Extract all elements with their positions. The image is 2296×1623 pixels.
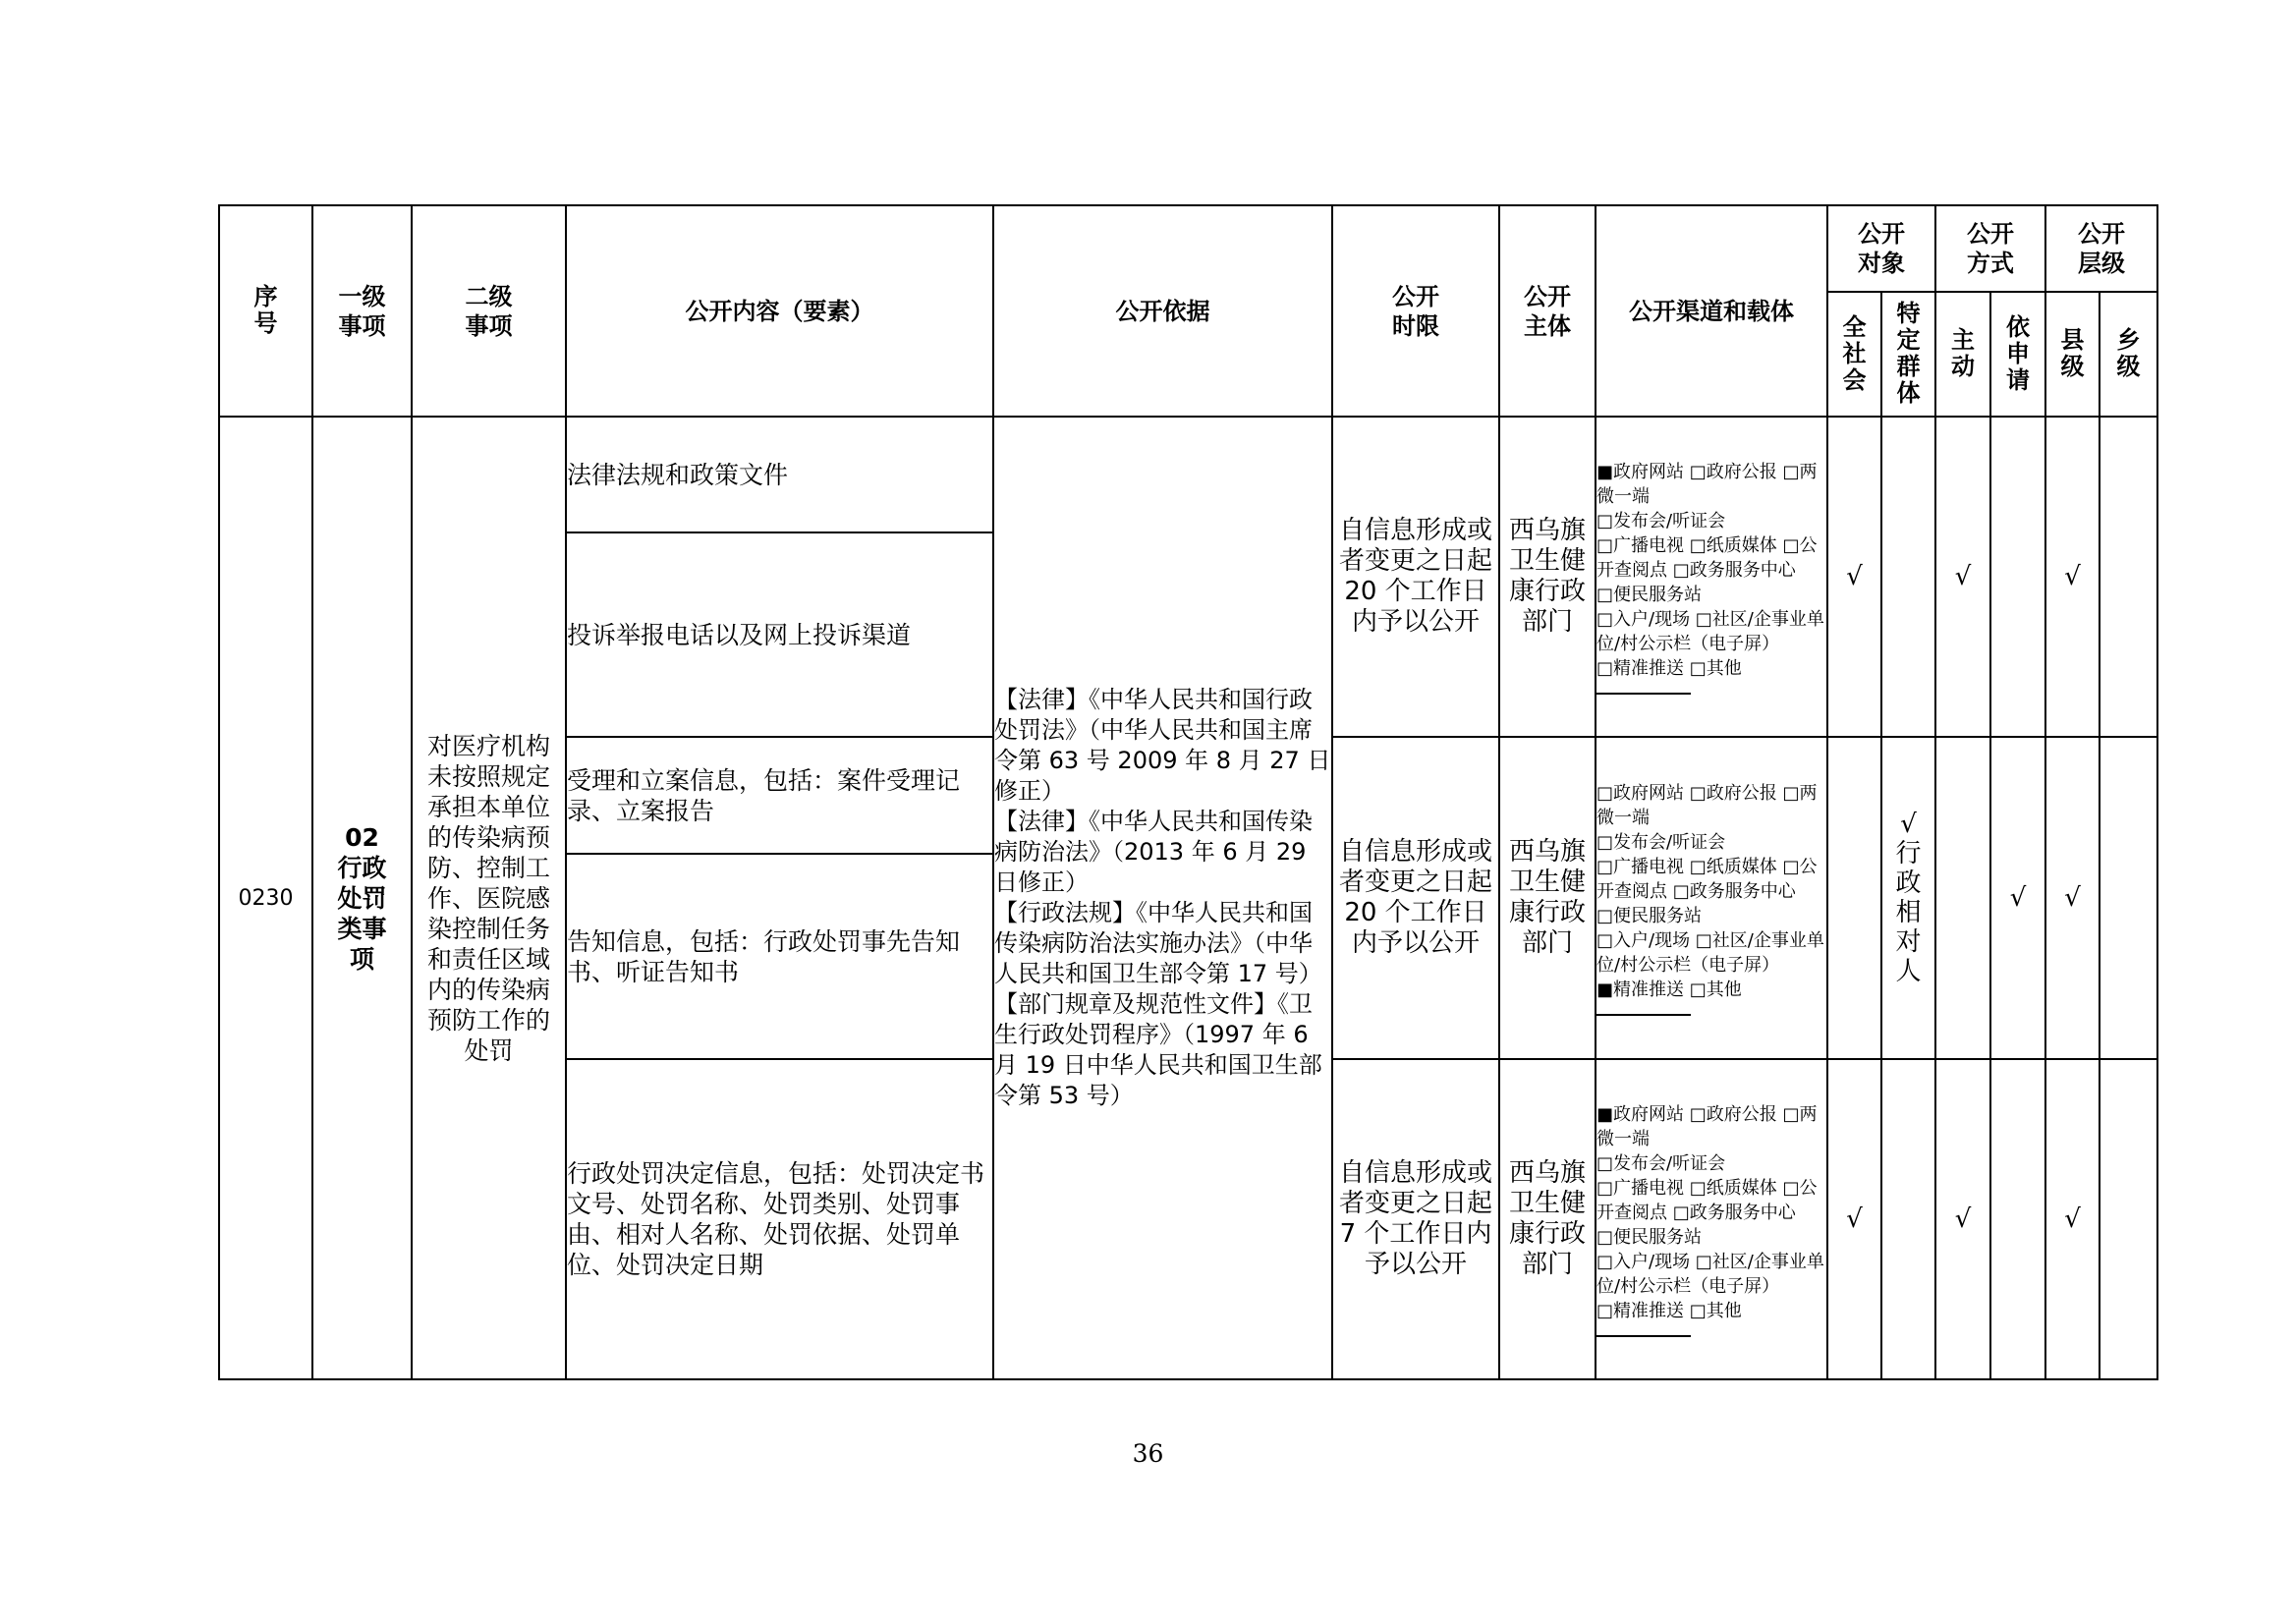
mark-method-active — [1935, 737, 1990, 1059]
header-level-township: 乡级 — [2100, 292, 2157, 417]
record-level1: 02 行政处罚类事项 — [312, 417, 412, 1379]
header-method-request: 依申请 — [1990, 292, 2045, 417]
channels-list: □政府网站 □政府公报 □两微一端 □发布会/听证会 □广播电视 □纸质媒体 □公开查阅点 □政务服务中心 □便民服务站 □入户/现场 □社区/企事业单位/村公示栏（电子屏） ■精准推送 □其他 — [1596, 782, 1824, 1000]
header-subject: 公开主体 — [1499, 205, 1596, 417]
mark-object-specific — [1881, 1059, 1935, 1379]
group-channels — [1596, 737, 1827, 1059]
group-time-limit: 自信息形成或者变更之日起 20 个工作日内予以公开 — [1332, 737, 1499, 1059]
mark-level-township — [2100, 737, 2157, 1059]
mark-method-active: √ — [1935, 417, 1990, 737]
group-time-limit: 自信息形成或者变更之日起 20 个工作日内予以公开 — [1332, 417, 1499, 737]
group-subject: 西乌旗卫生健康行政部门 — [1499, 1059, 1596, 1379]
channels-underline — [1596, 683, 1691, 695]
record-basis: 【法律】《中华人民共和国行政处罚法》（中华人民共和国主席令第 63 号 2009 年 8 月 27 日修正） 【法律】《中华人民共和国传染病防治法》（2013 年 6 月 29 日修正） 【行政法规】《中华人民共和国传染病防治法实施办法》（中华人民共和国卫生部令第 17 号） 【部门规章及规范性文件】《卫生行政处罚程序》（1997 年 6 月 19 日中华人民共和国卫生部令第 53 号） — [993, 417, 1332, 1379]
mark-method-request — [1990, 417, 2045, 737]
mark-object-all: √ — [1827, 1059, 1881, 1379]
mark-level-township — [2100, 1059, 2157, 1379]
header-time-limit: 公开时限 — [1332, 205, 1499, 417]
header-content: 公开内容（要素） — [566, 205, 993, 417]
mark-object-specific: √行政相对人 — [1881, 737, 1935, 1059]
header-basis: 公开依据 — [993, 205, 1332, 417]
channels-list: ■政府网站 □政府公报 □两微一端 □发布会/听证会 □广播电视 □纸质媒体 □公开查阅点 □政务服务中心 □便民服务站 □入户/现场 □社区/企事业单位/村公示栏（电子屏） □精准推送 □其他 — [1596, 461, 1824, 679]
group-subject: 西乌旗卫生健康行政部门 — [1499, 737, 1596, 1059]
header-level-county: 县级 — [2045, 292, 2100, 417]
content-item: 告知信息，包括：行政处罚事先告知书、听证告知书 — [566, 854, 993, 1059]
record-seq: 0230 — [219, 417, 312, 1379]
content-item: 投诉举报电话以及网上投诉渠道 — [566, 532, 993, 737]
record-level2: 对医疗机构未按照规定承担本单位的传染病预防、控制工作、医院感染控制任务和责任区域内的传染病预防工作的处罚 — [412, 417, 566, 1379]
group-channels — [1596, 417, 1827, 737]
header-level: 公开层级 — [2045, 205, 2157, 292]
mark-level-county: √ — [2045, 737, 2100, 1059]
header-level2: 二级事项 — [412, 205, 566, 417]
header-object: 公开对象 — [1827, 205, 1935, 292]
channels-underline — [1596, 1325, 1691, 1337]
disclosure-table — [218, 204, 2158, 1380]
mark-method-request: √ — [1990, 737, 2045, 1059]
header-channels: 公开渠道和载体 — [1596, 205, 1827, 417]
page-number: 36 — [1132, 1439, 1164, 1468]
header-object-specific: 特定群体 — [1881, 292, 1935, 417]
mark-level-county: √ — [2045, 1059, 2100, 1379]
channels-list: ■政府网站 □政府公报 □两微一端 □发布会/听证会 □广播电视 □纸质媒体 □公开查阅点 □政务服务中心 □便民服务站 □入户/现场 □社区/企事业单位/村公示栏（电子屏） □精准推送 □其他 — [1596, 1103, 1824, 1321]
mark-method-request — [1990, 1059, 2045, 1379]
header-level1: 一级事项 — [312, 205, 412, 417]
content-item: 行政处罚决定信息，包括：处罚决定书文号、处罚名称、处罚类别、处罚事由、相对人名称、处罚依据、处罚单位、处罚决定日期 — [566, 1059, 993, 1379]
header-method-active: 主动 — [1935, 292, 1990, 417]
content-item: 法律法规和政策文件 — [566, 417, 993, 532]
group-time-limit: 自信息形成或者变更之日起 7 个工作日内予以公开 — [1332, 1059, 1499, 1379]
mark-object-all — [1827, 737, 1881, 1059]
group-channels — [1596, 1059, 1827, 1379]
mark-method-active: √ — [1935, 1059, 1990, 1379]
mark-level-county: √ — [2045, 417, 2100, 737]
group-subject: 西乌旗卫生健康行政部门 — [1499, 417, 1596, 737]
header-object-all: 全社会 — [1827, 292, 1881, 417]
header-method: 公开方式 — [1935, 205, 2045, 292]
mark-object-specific — [1881, 417, 1935, 737]
header-seq: 序号 — [219, 205, 312, 417]
content-item: 受理和立案信息，包括：案件受理记录、立案报告 — [566, 737, 993, 854]
mark-object-all: √ — [1827, 417, 1881, 737]
mark-level-township — [2100, 417, 2157, 737]
channels-underline — [1596, 1004, 1691, 1016]
